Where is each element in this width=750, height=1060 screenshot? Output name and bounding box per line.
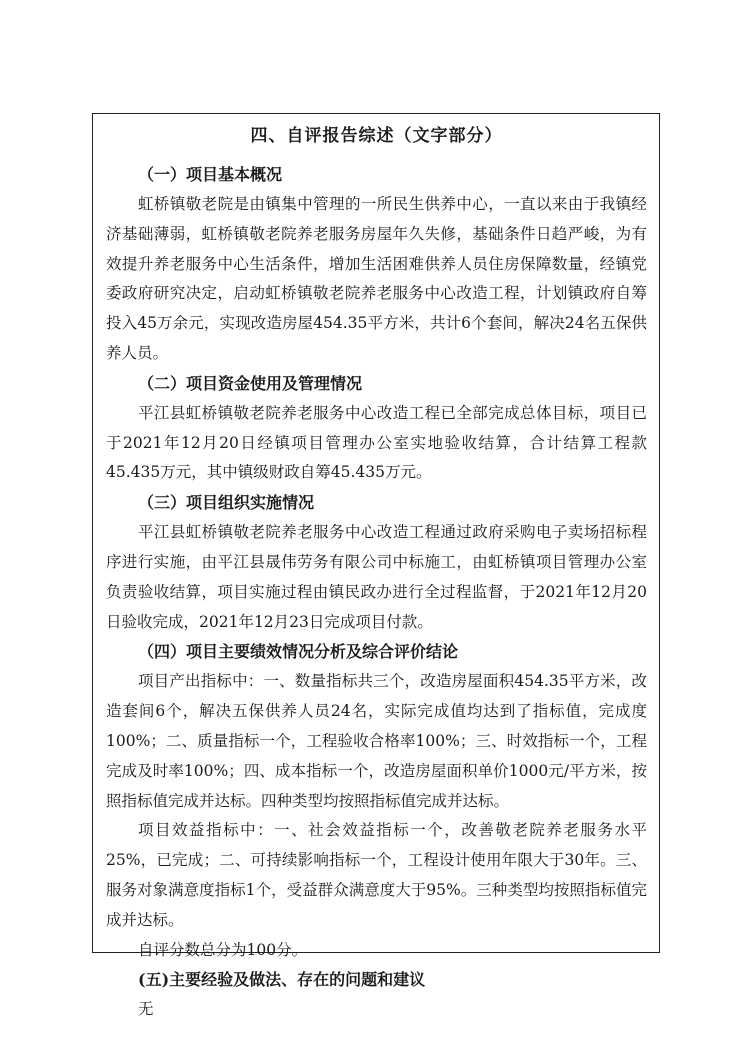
section-funds-management [106, 369, 647, 488]
section-heading: （三）项目组织实施情况 [138, 493, 315, 513]
report-frame [92, 113, 660, 1019]
section-paragraph: 无 [138, 1000, 154, 1019]
section-paragraph: 自评分数总分为100分。 [138, 940, 308, 959]
section-heading: （四）项目主要绩效情况分析及综合评价结论 [138, 642, 459, 662]
section-experience-suggestions [106, 965, 647, 1025]
section-paragraph: 虹桥镇敬老院是由镇集中管理的一所民生供养中心，一直以来由于我镇经济基础薄弱，虹桥镇敬老院养老服务房屋年久失修，基础条件日趋严峻，为有效提升养老服务中心生活条件，增加生活困难供养人员住房保障数量，经镇党委政府研究决定，启动虹桥镇敬老院养老服务中心改造工程，计划镇政府自筹投入45万余元，实现改造房屋454.35平方米，共计6个套间，解决24名五保供养人员。 [106, 195, 647, 362]
section-heading: （一）项目基本概况 [138, 165, 283, 184]
section-paragraph: 项目产出指标中：一、数量指标共三个，改造房屋面积454.35平方米，改造套间6个，解决五保供养人员24名，实际完成值均达到了指标值，完成度100%；二、质量指标一个，工程验收合格率100%；三、时效指标一个，工程完成及时率100%；四、成本指标一个，改造房屋面积单价1000元/平方米，按照指标值完成并达标。四种类型均按照指标值完成并达标。 [106, 672, 647, 810]
section-performance-analysis [106, 637, 647, 965]
section-paragraph: 平江县虹桥镇敬老院养老服务中心改造工程通过政府采购电子卖场招标程序进行实施，由平江县晟伟劳务有限公司中标施工，由虹桥镇项目管理办公室负责验收结算，项目实施过程由镇民政办进行全过程监督，于2021年12月20日验收完成，2021年12月23日完成项目付款。 [106, 523, 647, 631]
section-implementation [106, 488, 647, 637]
section-heading: (五)主要经验及做法、存在的问题和建议 [138, 970, 426, 990]
section-heading: （二）项目资金使用及管理情况 [138, 373, 363, 393]
section-basic-overview [106, 160, 647, 369]
document-title: 四、自评报告综述（文字部分） [250, 126, 503, 146]
section-paragraph: 平江县虹桥镇敬老院养老服务中心改造工程已全部完成总体目标，项目已于2021年12月20日经镇项目管理办公室实地验收结算，合计结算工程款45.435万元，其中镇级财政自筹45.435万元。 [106, 403, 647, 482]
section-paragraph: 项目效益指标中：一、社会效益指标一个，改善敬老院养老服务水平25%，已完成；二、可持续影响指标一个，工程设计使用年限大于30年。三、服务对象满意度指标1个，受益群众满意度大于95%。三种类型均按照指标值完成并达标。 [106, 821, 647, 929]
